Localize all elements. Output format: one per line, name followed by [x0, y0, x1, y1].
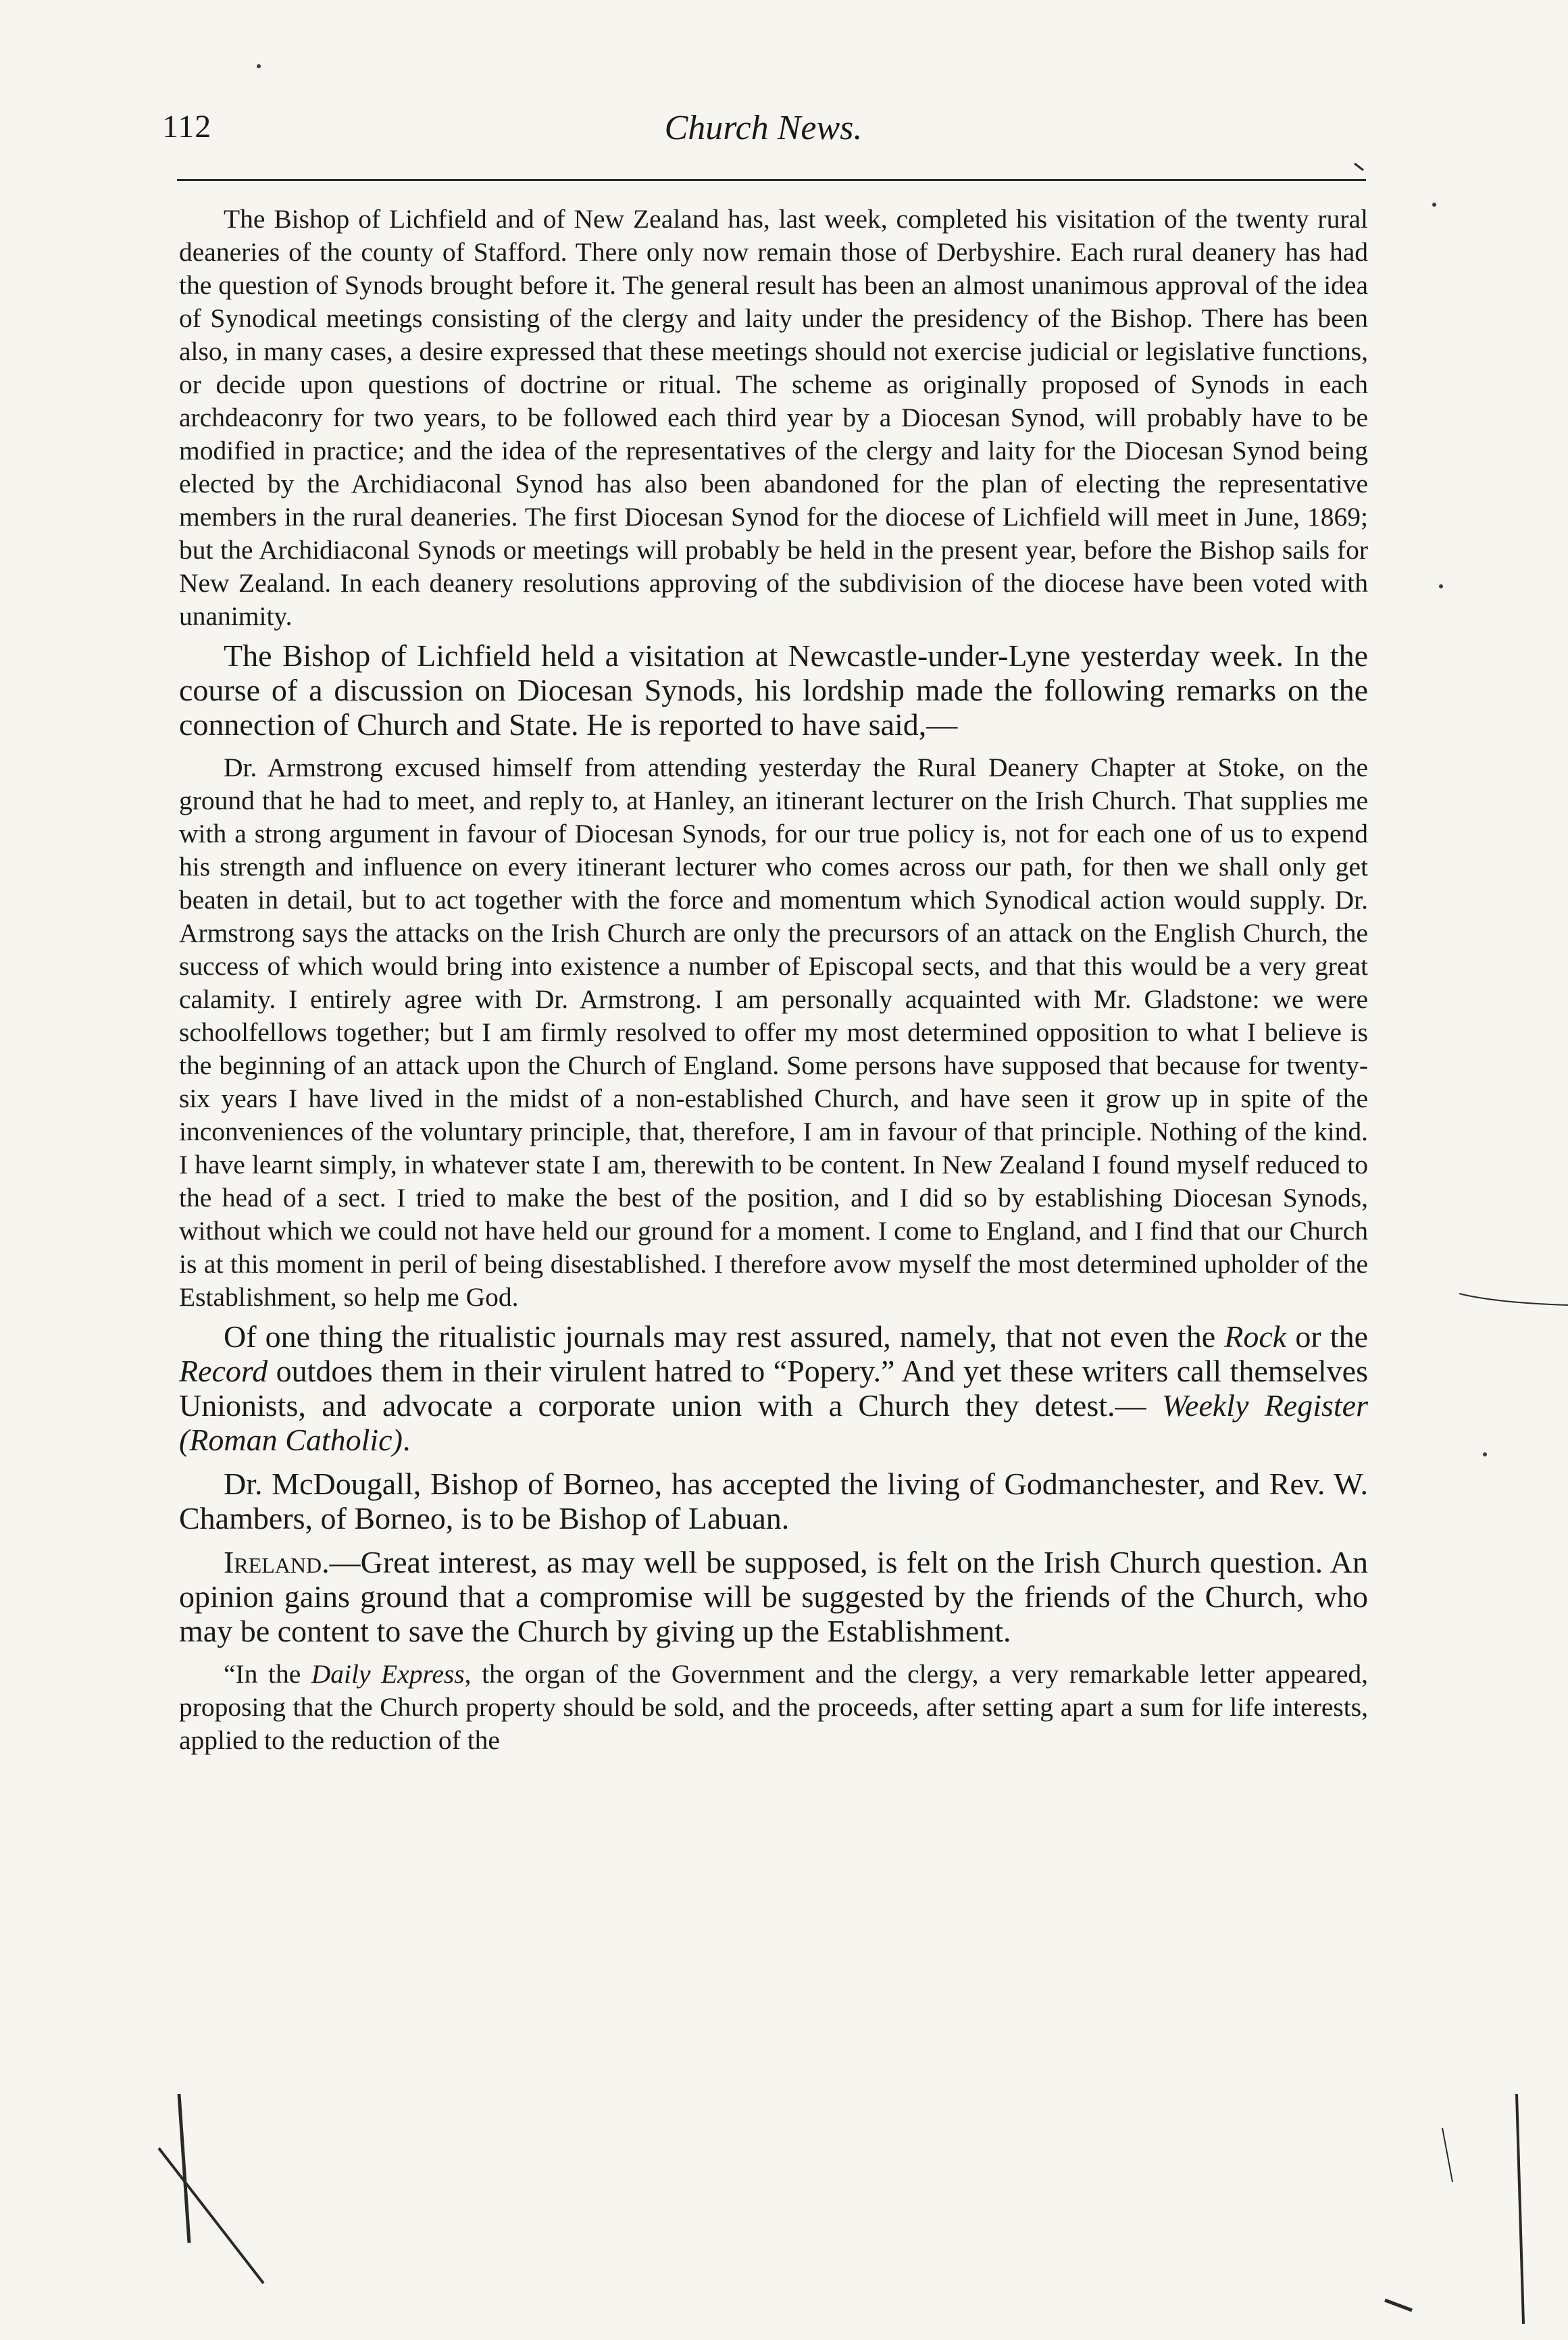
text-run: , the organ of the Government and the clergy, a very remarkable letter appeared, proposing that the Church property should be sold, and the proceeds, after setting apart a sum for life interests, applied to the reduction of the — [179, 1659, 1368, 1755]
paragraph-ritualistic-journals — [179, 1319, 1368, 1457]
record-title: Record — [179, 1354, 268, 1388]
newspaper-title: Daily Express — [311, 1659, 465, 1689]
page-number: 112 — [162, 109, 212, 145]
text-run: . — [402, 1423, 411, 1457]
page-header — [162, 101, 1365, 155]
text-run: Of one thing the ritualistic journals may rest assured, namely, that not even the — [224, 1319, 1225, 1354]
running-title: Church News. — [664, 109, 863, 147]
paragraph-newcastle-visitation: The Bishop of Lichfield held a visitation at Newcastle-under-Lyne yesterday week. In the course of a discussion on Diocesan Synods, his lordship made the following remarks on the connection of Church and State. He is reported to have said,— — [179, 638, 1368, 742]
paragraph-bishop-speech: Dr. Armstrong excused himself from attending yesterday the Rural Deanery Chapter at Stoke, on the ground that he had to meet, and reply to, at Hanley, an itinerant lecturer on the Irish Church. That supplies me with a strong argument in favour of Diocesan Synods, for our true policy is, not for each one of us to expend his strength and influence on every itinerant lecturer who comes across our path, for then we shall only get beaten in detail, but to act together with the force and momentum which Synodical action would supply. Dr. Armstrong says the attacks on the Irish Church are only the precursors of an attack on the English Church, the success of which would bring into existence a number of Episcopal sects, and that this would be a very great calamity. I entirely agree with Dr. Armstrong. I am personally acquainted with Mr. Gladstone: we were schoolfellows together; but I am firmly resolved to offer my most determined opposition to what I believe is the beginning of an attack upon the Church of England. Some persons have supposed that because for twenty-six years I have lived in the midst of a non-established Church, and have seen it grow up in spite of the inconveniences of the voluntary principle, that, therefore, I am in favour of that principle. Nothing of the kind. I have learnt simply, in whatever state I am, therewith to be content. In New Zealand I found myself reduced to the head of a sect. I tried to make the best of the position, and I did so by establishing Diocesan Synods, without which we could not have held our ground for a moment. I come to England, and I find that our Church is at this moment in peril of being disestablished. I therefore avow myself the most determined upholder of the Establishment, so help me God. — [179, 753, 1368, 1312]
header-rule — [177, 179, 1366, 181]
paragraph-daily-express — [179, 1658, 1368, 1757]
text-run: outdoes them in their virulent hatred to “Popery.” And yet these writers call themselves Unionists, and advocate a corporate union with a Church they detest.— — [179, 1354, 1368, 1423]
text-run: “In the — [224, 1659, 311, 1689]
scan-speck — [257, 64, 261, 68]
rock-title: Rock — [1224, 1319, 1287, 1354]
text-run: or the — [1286, 1319, 1368, 1354]
scan-speck — [1432, 203, 1436, 207]
text-run: —Great interest, as may well be supposed, is felt on the Irish Church question. An opinion gains ground that a compromise will be suggested by the friends of the Church, who may be content to save the Church by giving up the Establishment. — [179, 1545, 1368, 1648]
scan-speck — [1483, 1452, 1487, 1456]
paragraph-ireland — [179, 1545, 1368, 1648]
paragraph-lichfield-visitation: The Bishop of Lichfield and of New Zealand has, last week, completed his visitation of the twenty rural deaneries of the county of Stafford. There only now remain those of Derbyshire. Each rural deanery has had the question of Synods brought before it. The general result has been an almost unanimous approval of the idea of Synodical meetings consisting of the clergy and laity under the presidency of the Bishop. There has been also, in many cases, a desire expressed that these meetings should not exercise judicial or legislative functions, or decide upon questions of doctrine or ritual. The scheme as originally proposed of Synods in each archdeaconry for two years, to be followed each third year by a Diocesan Synod, will probably have to be modified in practice; and the idea of the representatives of the clergy and laity for the Diocesan Synod being elected by the Archidiaconal Synod has also been abandoned for the plan of electing the representative members in the rural deaneries. The first Diocesan Synod for the diocese of Lichfield will meet in June, 1869; but the Archidiaconal Synods or meetings will probably be held in the present year, before the Bishop sails for New Zealand. In each deanery resolutions approving of the subdivision of the diocese have been voted with unanimity. — [179, 204, 1368, 631]
paragraph-borneo: Dr. McDougall, Bishop of Borneo, has accepted the living of Godmanchester, and Rev. W. Chambers, of Borneo, is to be Bishop of Labuan. — [179, 1467, 1368, 1535]
section-lead: Ireland. — [224, 1545, 330, 1579]
scan-speck — [1439, 584, 1443, 588]
source-citation: Weekly Register (Roman Catholic) — [179, 1388, 1368, 1457]
article-body — [179, 203, 1368, 1762]
